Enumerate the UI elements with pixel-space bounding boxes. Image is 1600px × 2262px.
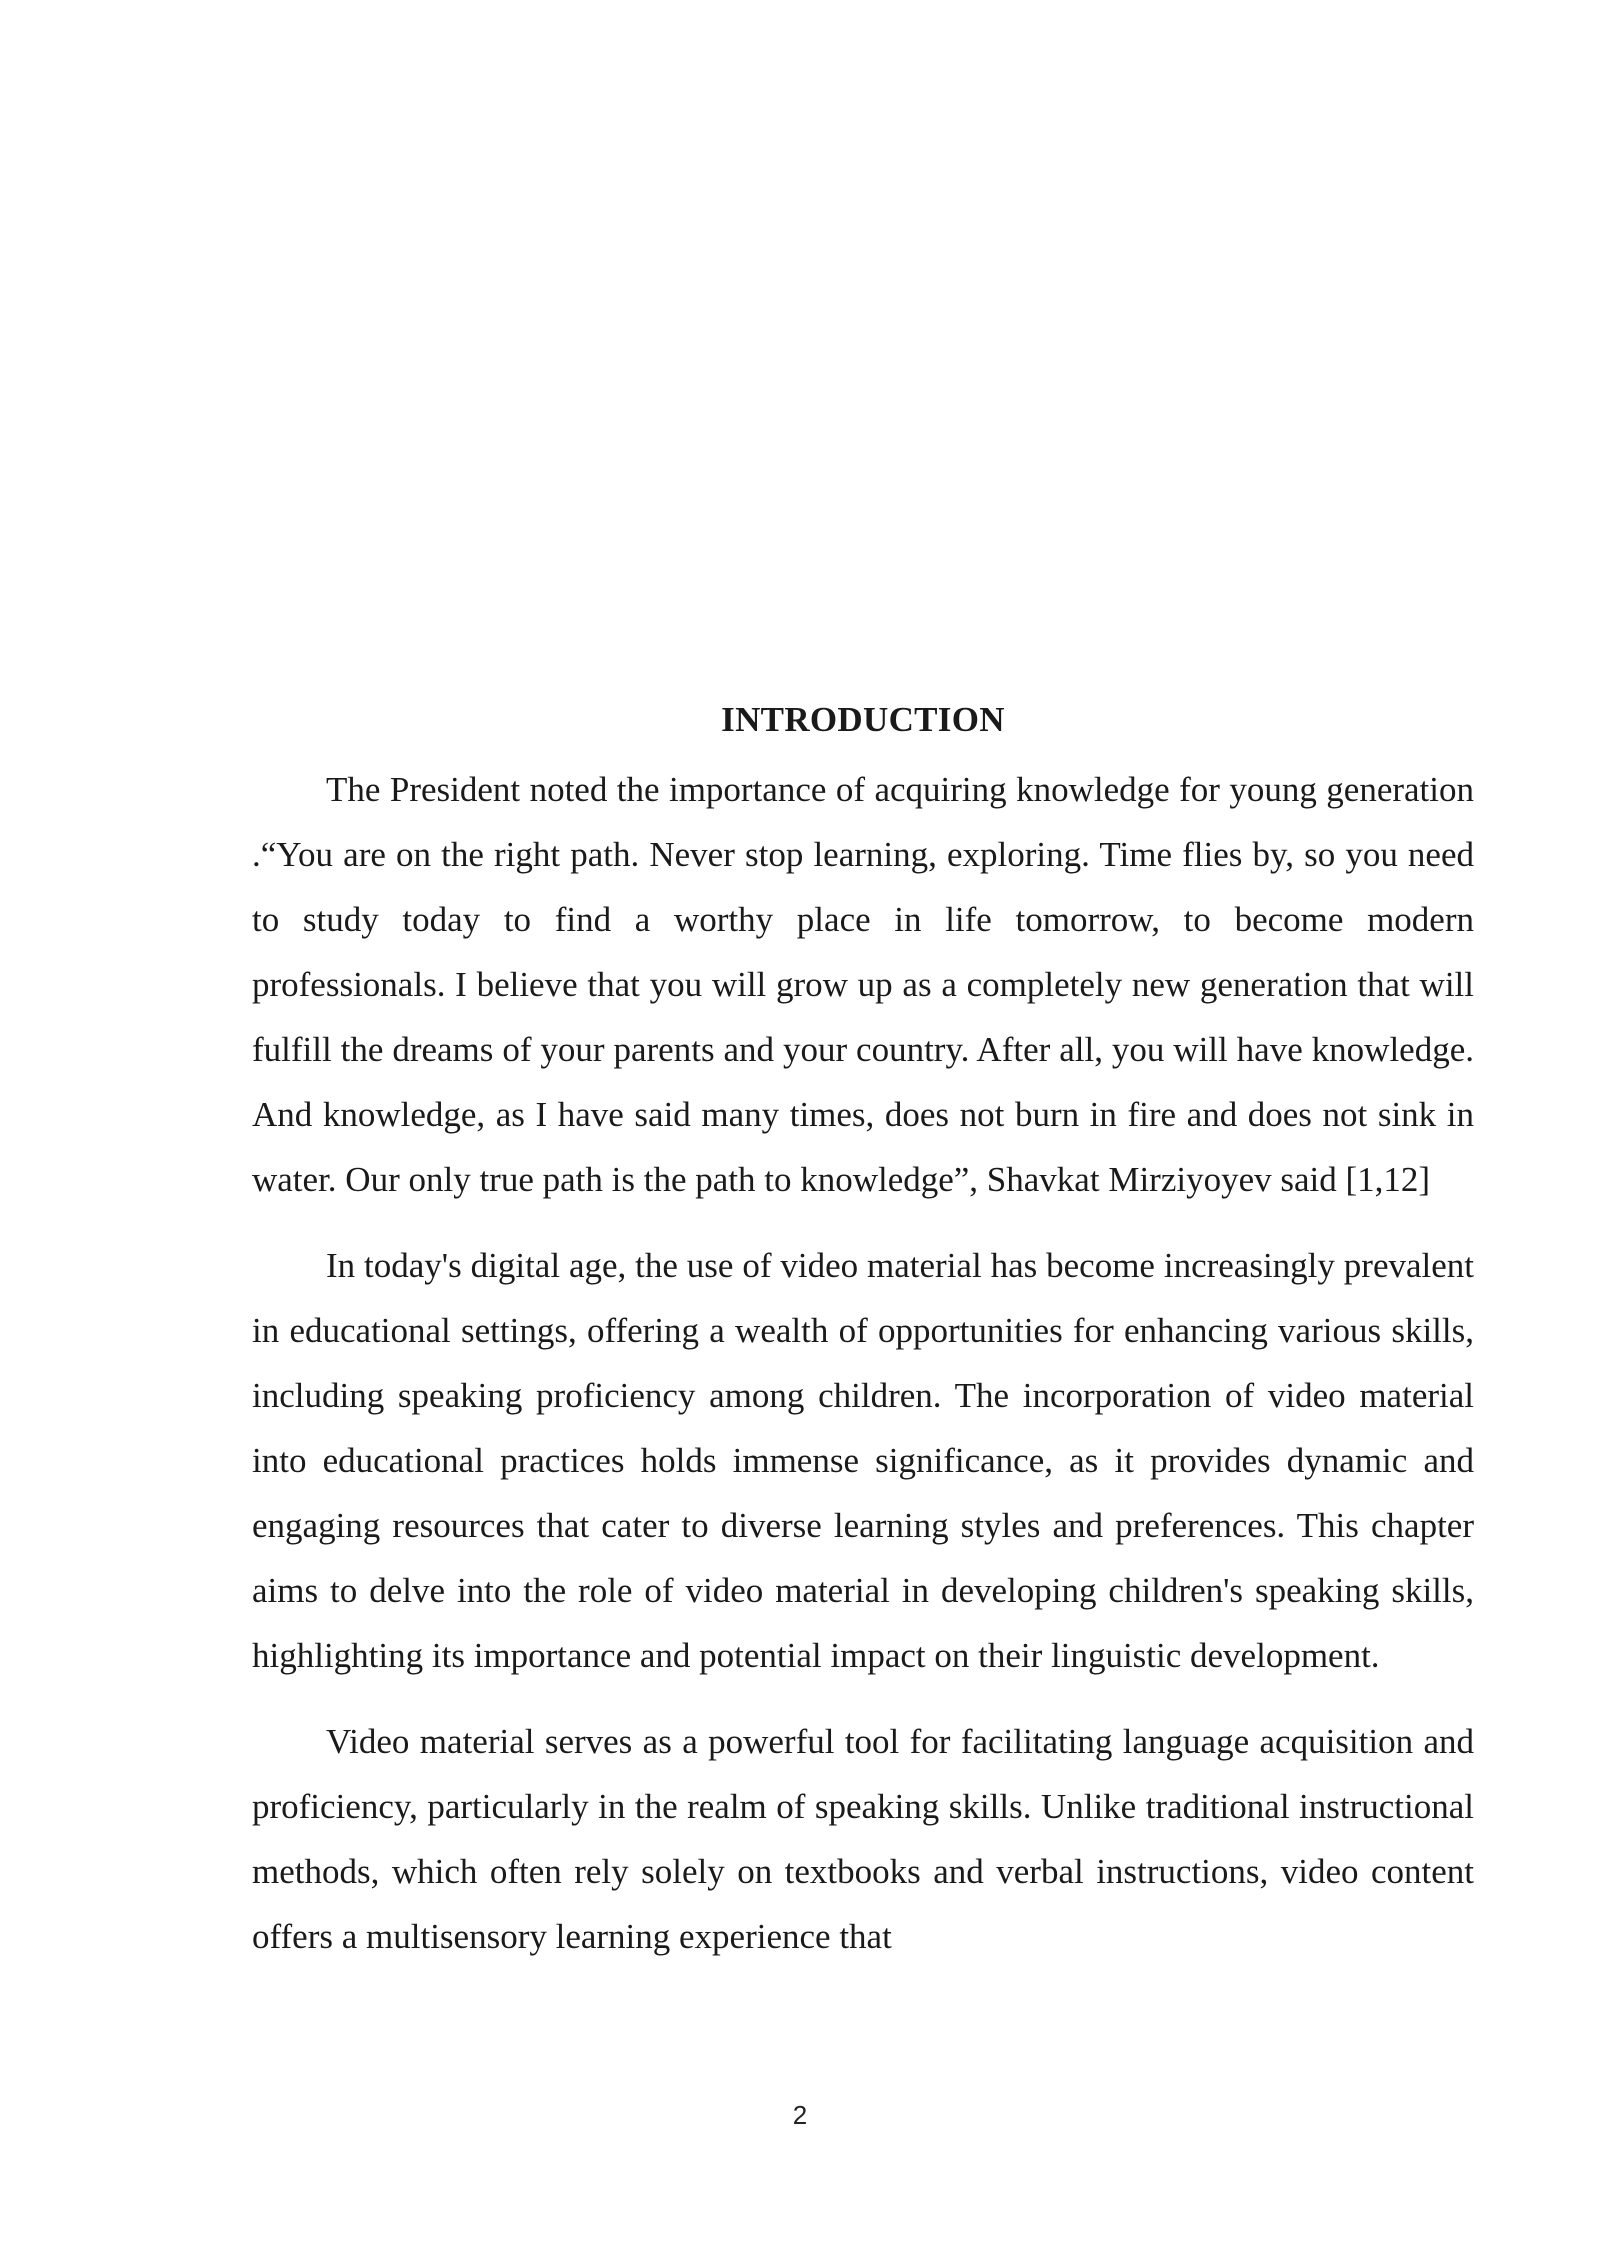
paragraph-president-quote: The President noted the importance of acquiring knowledge for young generation .“You are on the right path. Never stop learning, exploring. Time flies by, so you need to study today to find a worthy place in life tomorrow, to become modern professionals. I believe that you will grow up as a completely new generation that will fulfill the dreams of your parents and your country. After all, you will have knowledge. And knowledge, as I have said many times, does not burn in fire and does not sink in water. Our only true path is the path to knowledge”, Shavkat Mirziyoyev said [1,12] [252, 770, 1474, 1199]
page-number: 2 [792, 2100, 808, 2130]
paragraph-video-material: Video material serves as a powerful tool for facilitating language acquisition and proficiency, particularly in the realm of speaking skills. Unlike traditional instructional methods, which often rely solely on textbooks and verbal instructions, video content offers a multisensory learning experience that [252, 1722, 1474, 1956]
paragraph-digital-age: In today's digital age, the use of video material has become increasingly prevalent in educational settings, offering a wealth of opportunities for enhancing various skills, including speaking proficiency among children. The incorporation of video material into educational practices holds immense significance, as it provides dynamic and engaging resources that cater to diverse learning styles and preferences. This chapter aims to delve into the role of video material in developing children's speaking skills, highlighting its importance and potential impact on their linguistic development. [252, 1246, 1474, 1675]
document-body [252, 693, 1474, 1990]
section-heading: INTRODUCTION [721, 700, 1005, 739]
